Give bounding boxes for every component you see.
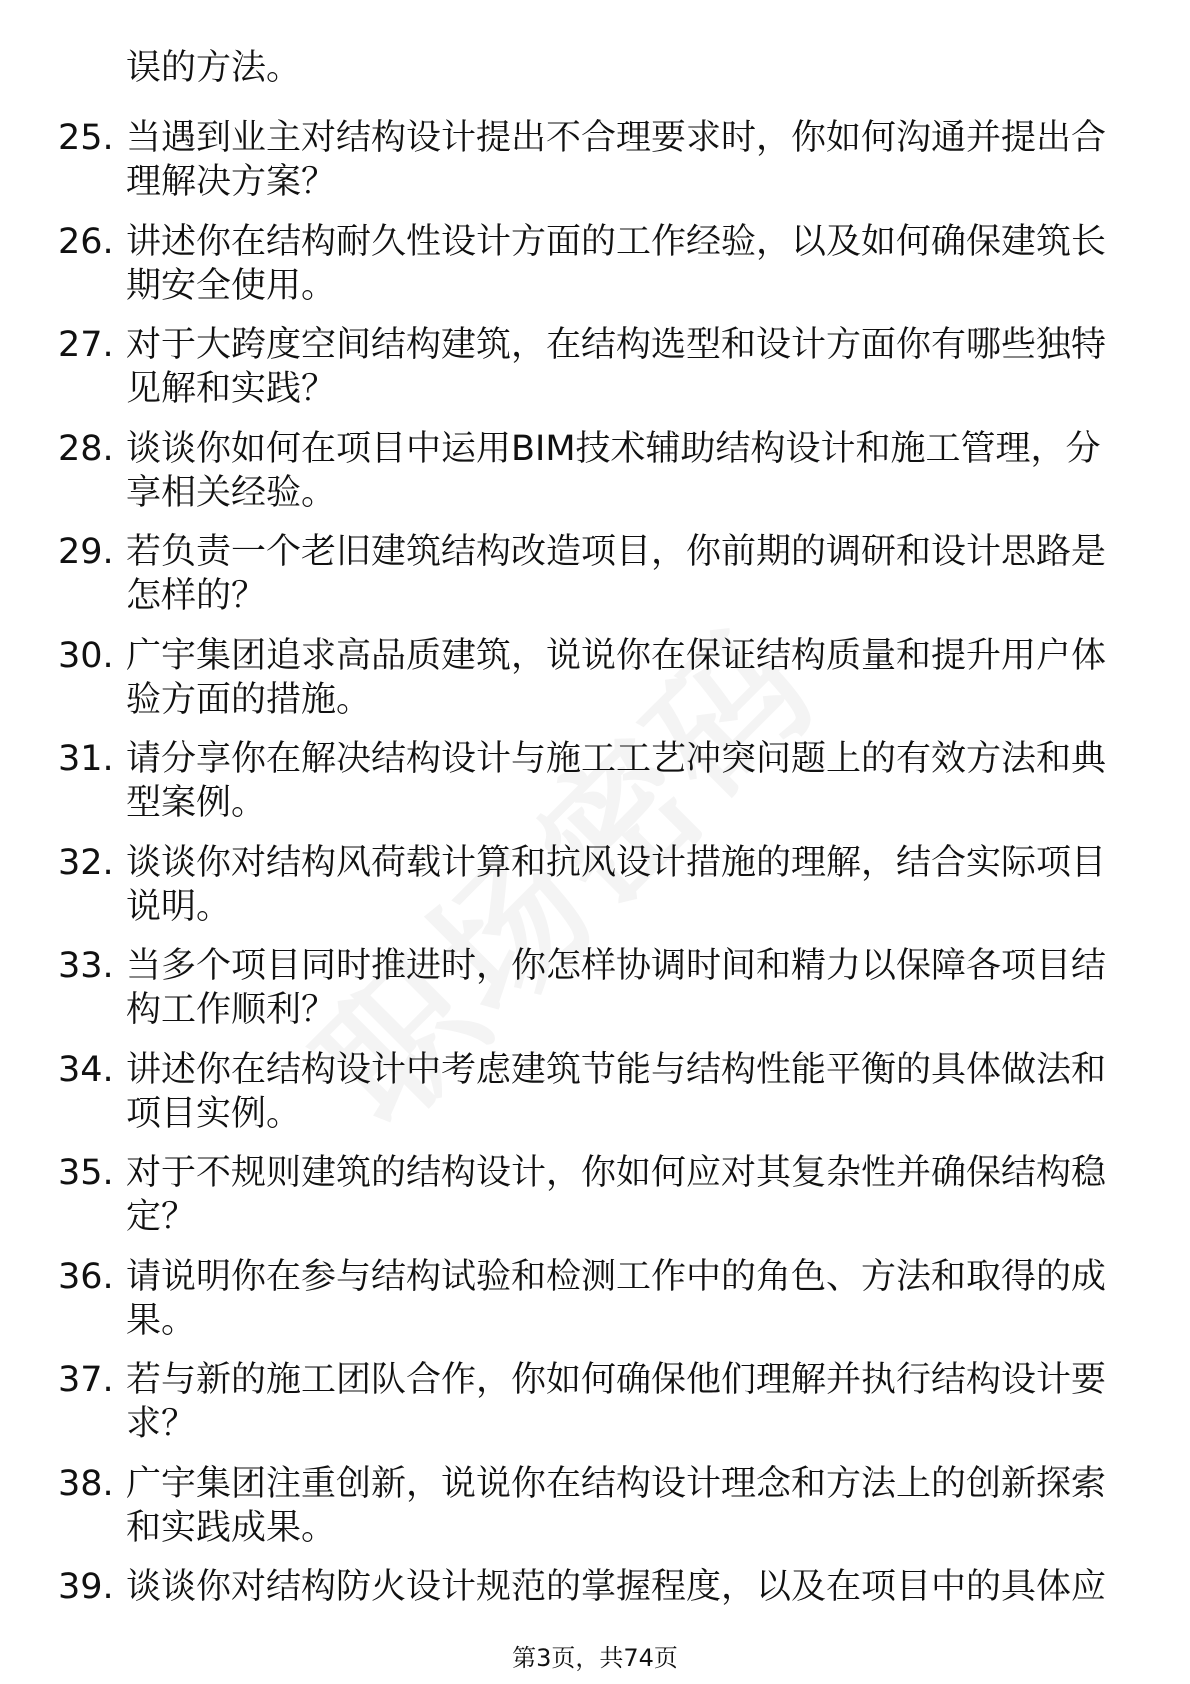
question-text: 请分享你在解决结构设计与施工工艺冲突问题上的有效方法和典型案例。: [126, 739, 1107, 823]
list-item: [0, 1358, 1190, 1462]
question-number: 33.: [58, 946, 114, 986]
list-item: [0, 1255, 1190, 1359]
list-item: [0, 1462, 1190, 1566]
question-number: 36.: [58, 1256, 114, 1297]
list-item: [0, 1151, 1190, 1255]
question-text: 对于大跨度空间结构建筑，在结构选型和设计方面你有哪些独特见解和实践？: [126, 325, 1107, 409]
question-number: 34.: [58, 1049, 114, 1090]
question-number: 37.: [58, 1360, 114, 1400]
list-item: [0, 323, 1190, 427]
question-text: 广宇集团追求高品质建筑，说说你在保证结构质量和提升用户体验方面的措施。: [126, 635, 1107, 720]
question-number: 28.: [58, 428, 114, 469]
question-number: 27.: [58, 325, 114, 365]
question-text: 谈谈你如何在项目中运用BIM技术辅助结构设计和施工管理，分享相关经验。: [126, 428, 1101, 513]
question-text: 讲述你在结构耐久性设计方面的工作经验，以及如何确保建筑长期安全使用。: [126, 221, 1107, 306]
question-number: 38.: [58, 1463, 114, 1504]
page-footer: 第3页，共74页: [512, 1644, 678, 1672]
continuation-text: 误的方法。: [126, 48, 302, 88]
list-item: [0, 634, 1190, 738]
list-item: [0, 944, 1190, 1048]
question-text: 广宇集团注重创新，说说你在结构设计理念和方法上的创新探索和实践成果。: [126, 1463, 1107, 1548]
question-text: 请说明你在参与结构试验和检测工作中的角色、方法和取得的成果。: [126, 1256, 1107, 1341]
question-number: 25.: [58, 118, 114, 158]
list-item: [0, 220, 1190, 324]
question-text: 若与新的施工团队合作，你如何确保他们理解并执行结构设计要求？: [126, 1360, 1107, 1444]
question-list: [0, 116, 1190, 1669]
question-text: 若负责一个老旧建筑结构改造项目，你前期的调研和设计思路是怎样的？: [126, 532, 1107, 616]
list-item: [0, 427, 1190, 531]
list-item: [0, 116, 1190, 220]
list-item: [0, 737, 1190, 841]
question-number: 35.: [58, 1153, 114, 1193]
question-text: 谈谈你对结构风荷载计算和抗风设计措施的理解，结合实际项目说明。: [126, 842, 1107, 927]
question-number: 31.: [58, 739, 114, 779]
question-text: 对于不规则建筑的结构设计，你如何应对其复杂性并确保结构稳定？: [126, 1153, 1107, 1237]
list-item: [0, 530, 1190, 634]
question-text: 讲述你在结构设计中考虑建筑节能与结构性能平衡的具体做法和项目实例。: [126, 1049, 1107, 1134]
question-number: 39.: [58, 1567, 114, 1607]
question-text: 当遇到业主对结构设计提出不合理要求时，你如何沟通并提出合理解决方案？: [126, 118, 1107, 202]
list-item: [0, 841, 1190, 945]
question-number: 30.: [58, 635, 114, 676]
list-item: [0, 1048, 1190, 1152]
question-text: 当多个项目同时推进时，你怎样协调时间和精力以保障各项目结构工作顺利？: [126, 946, 1107, 1030]
question-text: 谈谈你对结构防火设计规范的掌握程度，以及在项目中的具体应: [126, 1567, 1107, 1607]
question-number: 26.: [58, 221, 114, 262]
question-number: 32.: [58, 842, 114, 883]
question-number: 29.: [58, 532, 114, 572]
